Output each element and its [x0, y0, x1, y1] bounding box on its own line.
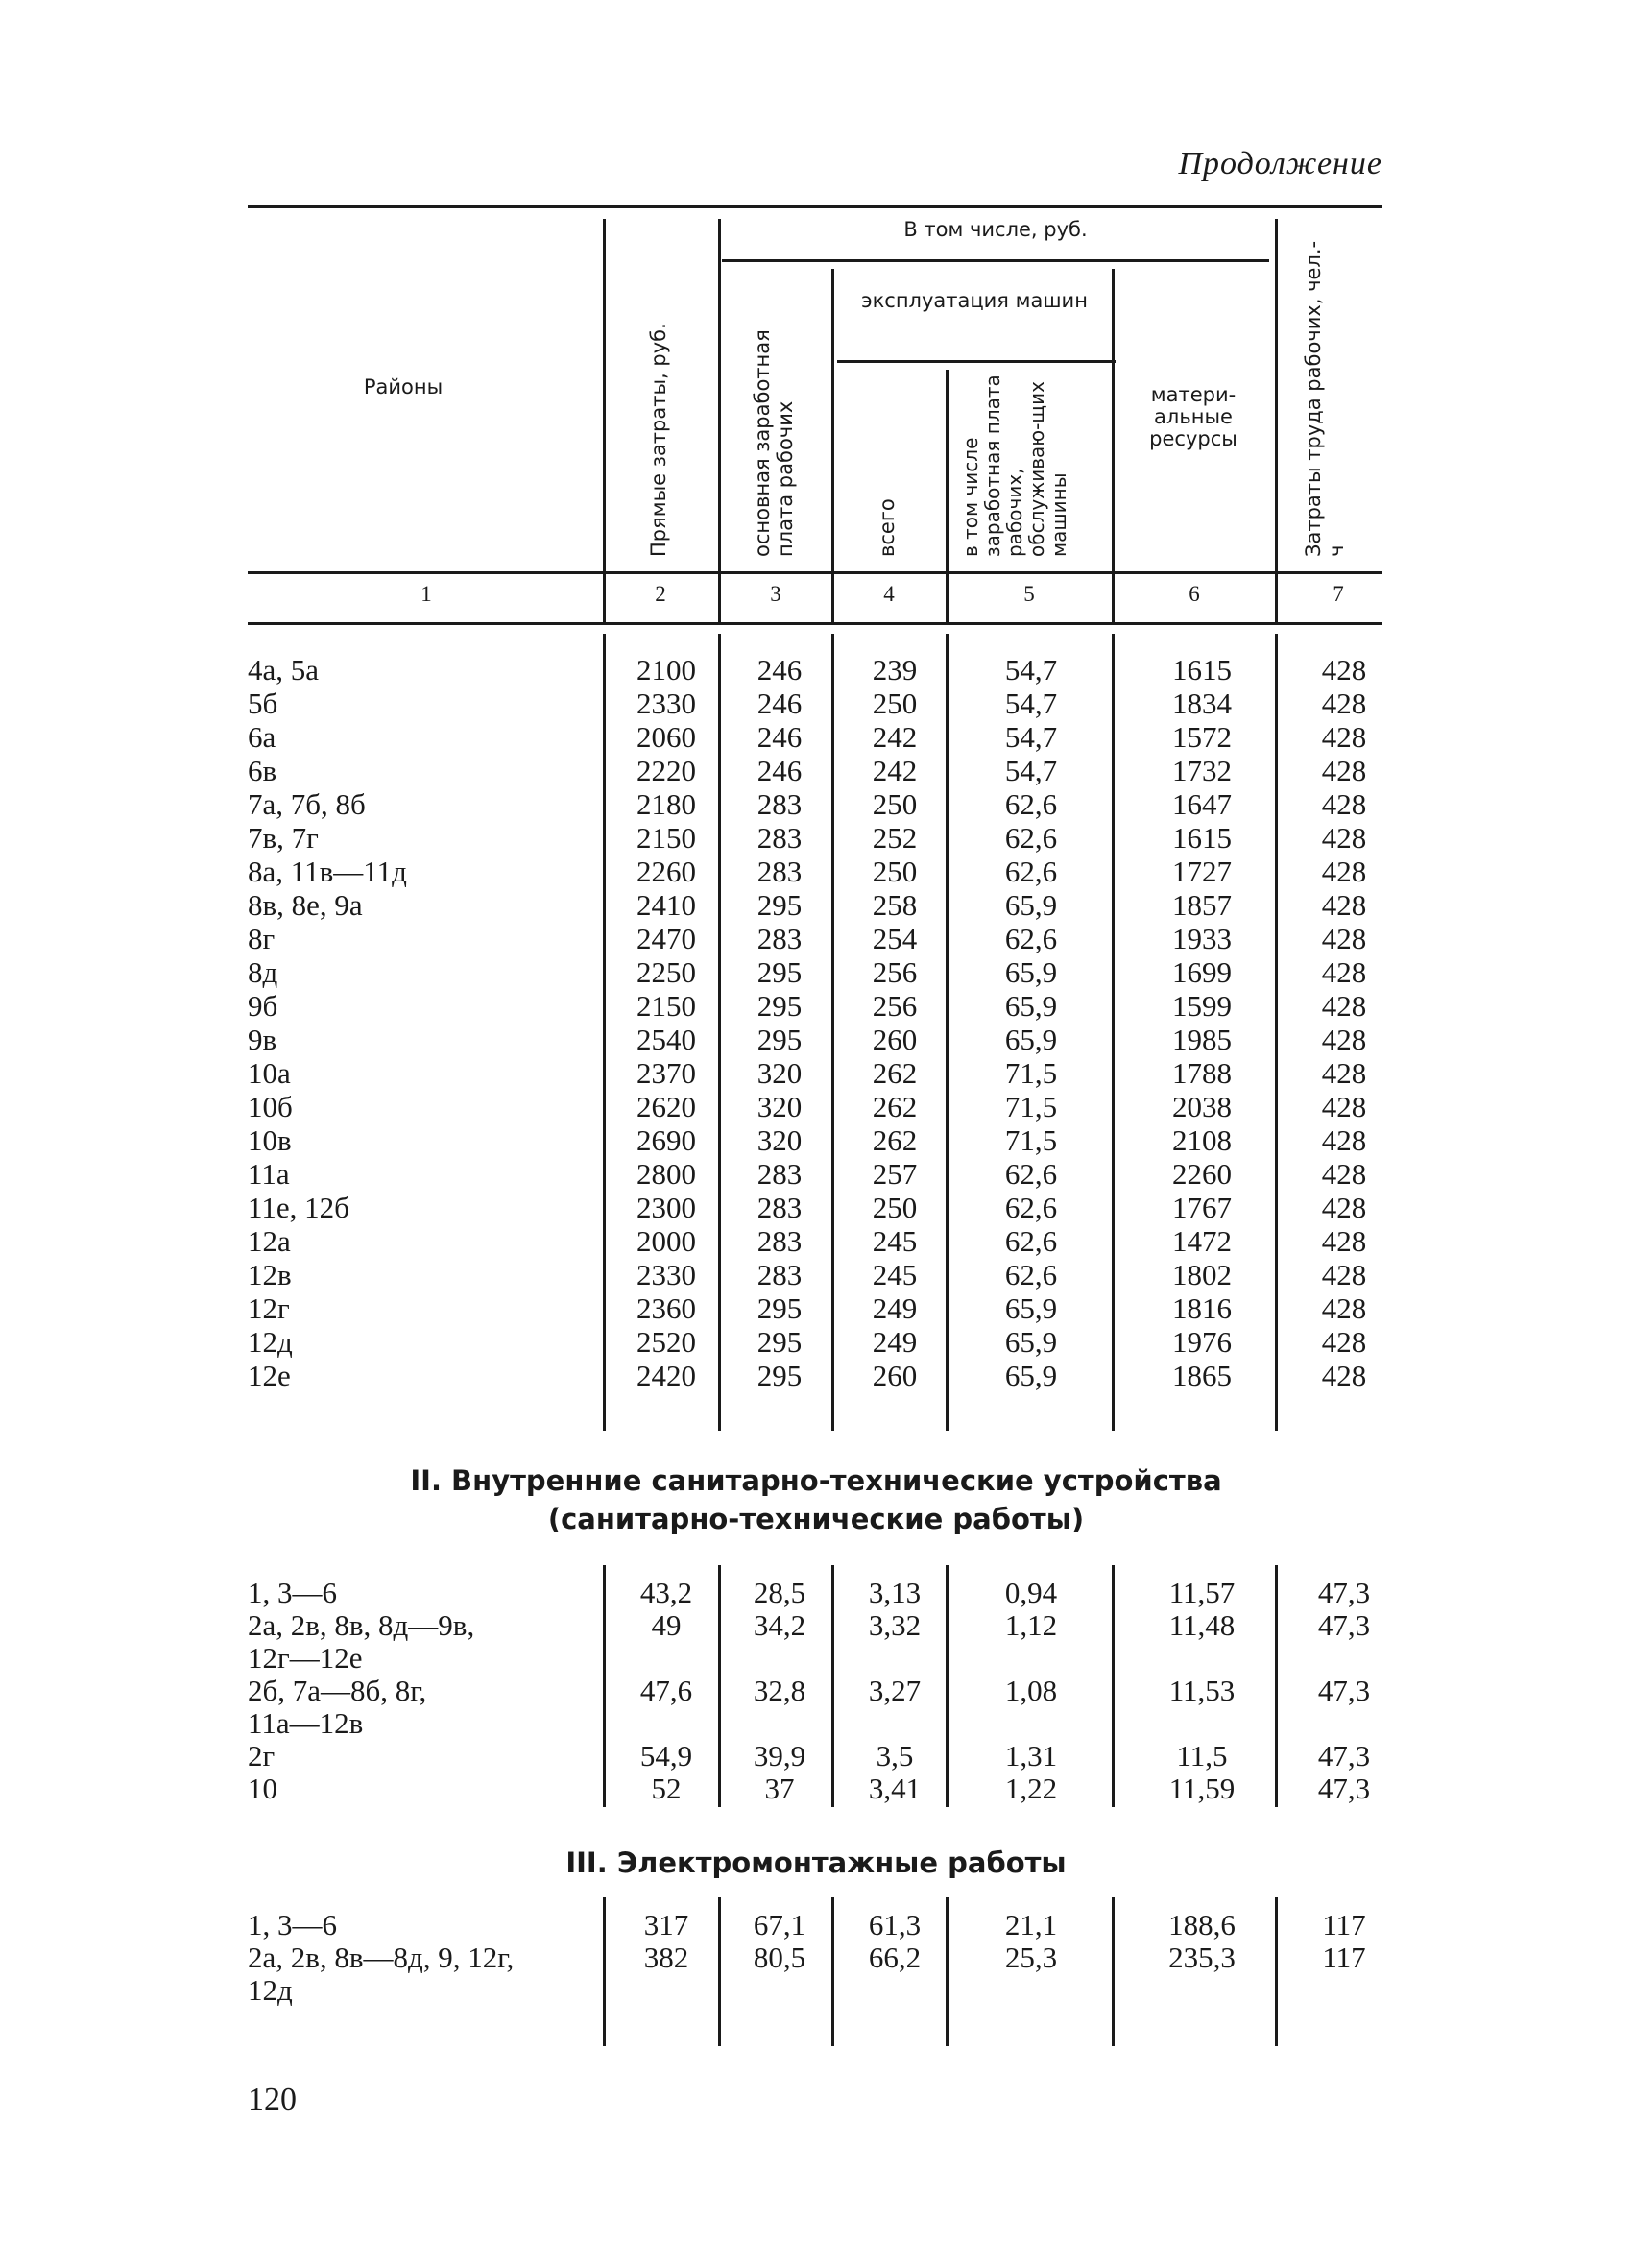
cell-district: 8а, 11в—11д	[248, 855, 407, 888]
cell-labor-hours: 428	[1321, 1325, 1367, 1359]
cell-labor-hours: 428	[1321, 821, 1367, 855]
cell-direct-costs: 382	[643, 1941, 689, 1974]
cell-machines-total: 257	[872, 1157, 918, 1191]
cell-machines-wages: 1,12	[1004, 1608, 1058, 1642]
cell-base-wages: 246	[756, 687, 803, 720]
col-number-5: 5	[1023, 582, 1035, 606]
cell-base-wages: 295	[756, 955, 803, 989]
cell-machines-total: 239	[872, 653, 918, 687]
cell-direct-costs: 317	[643, 1908, 689, 1942]
cell-labor-hours: 428	[1321, 787, 1367, 821]
table-row	[0, 1258, 1633, 1291]
cell-materials: 11,48	[1168, 1608, 1236, 1642]
cell-machines-total: 249	[872, 1291, 918, 1325]
cell-machines-wages: 65,9	[1004, 1023, 1058, 1056]
table-row	[0, 787, 1633, 821]
vrule-4	[946, 370, 949, 622]
cell-labor-hours: 47,3	[1317, 1576, 1371, 1609]
cell-machines-wages: 54,7	[1004, 754, 1058, 787]
cell-district: 8д	[248, 955, 278, 989]
cell-machines-total: 250	[872, 787, 918, 821]
cell-machines-total: 245	[872, 1224, 918, 1258]
cell-machines-total: 260	[872, 1023, 918, 1056]
cell-machines-wages: 65,9	[1004, 1291, 1058, 1325]
cell-machines-wages: 71,5	[1004, 1090, 1058, 1123]
cell-district: 5б	[248, 687, 278, 720]
table-row	[0, 687, 1633, 720]
cell-machines-wages: 65,9	[1004, 888, 1058, 922]
cell-base-wages: 320	[756, 1123, 803, 1157]
cell-machines-total: 250	[872, 1191, 918, 1224]
cell-machines-wages: 65,9	[1004, 1325, 1058, 1359]
cell-base-wages: 246	[756, 754, 803, 787]
cell-labor-hours: 428	[1321, 855, 1367, 888]
cell-machines-wages: 65,9	[1004, 1359, 1058, 1392]
cell-labor-hours: 428	[1321, 1157, 1367, 1191]
header-zatraty-truda: Затраты труда рабочих, чел.-ч	[1302, 240, 1349, 557]
cell-labor-hours: 428	[1321, 720, 1367, 754]
table-row	[0, 1056, 1633, 1090]
cell-direct-costs: 2100	[636, 653, 696, 687]
header-v-tom-chisle-zp: в том числе заработная плата рабочих, обслуживаю-щих машины	[959, 374, 1070, 557]
cell-machines-wages: 65,9	[1004, 989, 1058, 1023]
table-row	[0, 720, 1633, 754]
table-row	[0, 1157, 1633, 1191]
header-v-tom-chisle: В том числе, руб.	[903, 218, 1088, 241]
cell-direct-costs: 2690	[636, 1123, 696, 1157]
cell-district: 10а	[248, 1056, 291, 1090]
cell-machines-total: 242	[872, 720, 918, 754]
cell-materials: 1599	[1172, 989, 1232, 1023]
header-ekspluatatsiya: эксплуатация машин	[861, 289, 1088, 312]
cell-direct-costs: 2330	[636, 687, 696, 720]
cell-base-wages: 295	[756, 1291, 803, 1325]
cell-materials: 1615	[1172, 821, 1232, 855]
cell-labor-hours: 117	[1322, 1941, 1366, 1974]
table-row	[0, 888, 1633, 922]
col-number-6: 6	[1189, 582, 1200, 606]
cell-machines-total: 250	[872, 855, 918, 888]
cell-machines-wages: 54,7	[1004, 720, 1058, 754]
table-row	[0, 1291, 1633, 1325]
cell-labor-hours: 428	[1321, 1224, 1367, 1258]
cell-labor-hours: 117	[1322, 1908, 1366, 1942]
header-osnovnaya: основная заработная плата рабочих	[751, 329, 798, 557]
top-rule	[248, 205, 1382, 208]
cell-district: 12д	[248, 1325, 293, 1359]
cell-district: 1, 3—6	[248, 1908, 337, 1942]
cell-materials: 1985	[1172, 1023, 1232, 1056]
cell-machines-total: 258	[872, 888, 918, 922]
cell-base-wages: 32,8	[753, 1674, 806, 1707]
s3-vrule-6	[1275, 1897, 1278, 2046]
cell-base-wages: 283	[756, 855, 803, 888]
cell-base-wages: 295	[756, 888, 803, 922]
cell-materials: 11,57	[1168, 1576, 1236, 1609]
numbers-rule	[248, 622, 1382, 625]
cell-base-wages: 295	[756, 989, 803, 1023]
cell-labor-hours: 47,3	[1317, 1739, 1371, 1773]
cell-district: 8в, 8е, 9а	[248, 888, 363, 922]
cell-base-wages: 283	[756, 922, 803, 955]
cell-labor-hours: 428	[1321, 989, 1367, 1023]
cell-machines-total: 252	[872, 821, 918, 855]
cell-materials: 2108	[1172, 1123, 1232, 1157]
section2-title-line1: II. Внутренние санитарно-технические устройства	[410, 1464, 1222, 1497]
cell-machines-total: 3,5	[876, 1739, 914, 1773]
cell-materials: 1802	[1172, 1258, 1232, 1291]
table-row	[0, 1359, 1633, 1392]
cell-direct-costs: 43,2	[639, 1576, 693, 1609]
cell-base-wages: 320	[756, 1090, 803, 1123]
cell-materials: 2260	[1172, 1157, 1232, 1191]
cell-machines-total: 256	[872, 955, 918, 989]
cell-labor-hours: 428	[1321, 1191, 1367, 1224]
cell-machines-total: 262	[872, 1123, 918, 1157]
cell-machines-wages: 62,6	[1004, 1224, 1058, 1258]
cell-district: 6в	[248, 754, 277, 787]
header-rayony: Районы	[363, 375, 444, 398]
table-row	[0, 855, 1633, 888]
cell-base-wages: 39,9	[753, 1739, 806, 1773]
cell-machines-total: 3,13	[868, 1576, 922, 1609]
cell-direct-costs: 2620	[636, 1090, 696, 1123]
cell-machines-total: 262	[872, 1090, 918, 1123]
cell-district: 2а, 2в, 8в—8д, 9, 12г, 12д	[248, 1941, 515, 2007]
cell-labor-hours: 47,3	[1317, 1608, 1371, 1642]
cell-base-wages: 295	[756, 1023, 803, 1056]
cell-materials: 1857	[1172, 888, 1232, 922]
cell-labor-hours: 428	[1321, 888, 1367, 922]
cell-machines-total: 254	[872, 922, 918, 955]
cell-materials: 11,5	[1176, 1739, 1228, 1773]
cell-materials: 1816	[1172, 1291, 1232, 1325]
col-number-2: 2	[655, 582, 666, 606]
cell-base-wages: 246	[756, 653, 803, 687]
cell-district: 12е	[248, 1359, 291, 1392]
s3-vrule-5	[1112, 1897, 1115, 2046]
cell-district: 6а	[248, 720, 276, 754]
cell-direct-costs: 2370	[636, 1056, 696, 1090]
cell-district: 10	[248, 1772, 277, 1805]
s2-vrule-5	[1112, 1565, 1115, 1807]
header-pryamye: Прямые затраты, руб.	[647, 323, 670, 557]
cell-labor-hours: 428	[1321, 1056, 1367, 1090]
vrule-2	[718, 219, 721, 622]
cell-materials: 1834	[1172, 687, 1232, 720]
cell-base-wages: 37	[764, 1772, 795, 1805]
cell-machines-wages: 71,5	[1004, 1056, 1058, 1090]
header-rule	[248, 571, 1382, 574]
cell-direct-costs: 2520	[636, 1325, 696, 1359]
cell-machines-wages: 62,6	[1004, 1191, 1058, 1224]
cell-direct-costs: 2060	[636, 720, 696, 754]
cell-machines-total: 242	[872, 754, 918, 787]
cell-base-wages: 295	[756, 1359, 803, 1392]
cell-direct-costs: 2800	[636, 1157, 696, 1191]
cell-machines-total: 256	[872, 989, 918, 1023]
cell-machines-wages: 62,6	[1004, 1258, 1058, 1291]
cell-district: 12г	[248, 1291, 290, 1325]
cell-machines-total: 262	[872, 1056, 918, 1090]
cell-labor-hours: 428	[1321, 1359, 1367, 1392]
cell-materials: 1615	[1172, 653, 1232, 687]
cell-machines-wages: 1,31	[1004, 1739, 1058, 1773]
cell-base-wages: 80,5	[753, 1941, 806, 1974]
cell-labor-hours: 428	[1321, 1090, 1367, 1123]
cell-direct-costs: 2360	[636, 1291, 696, 1325]
vrule-6	[1275, 219, 1278, 622]
sub-rule-1	[722, 259, 1269, 262]
page-number: 120	[248, 2082, 297, 2117]
cell-labor-hours: 47,3	[1317, 1674, 1371, 1707]
cell-district: 1, 3—6	[248, 1576, 337, 1609]
cell-machines-total: 3,27	[868, 1674, 922, 1707]
cell-materials: 11,53	[1168, 1674, 1236, 1707]
cell-machines-wages: 0,94	[1004, 1576, 1058, 1609]
cell-machines-total: 61,3	[868, 1908, 922, 1942]
table-row	[0, 821, 1633, 855]
table-row	[0, 1325, 1633, 1359]
cell-district: 11а	[248, 1157, 290, 1191]
table-row	[0, 1191, 1633, 1224]
cell-base-wages: 320	[756, 1056, 803, 1090]
cell-materials: 11,59	[1168, 1772, 1236, 1805]
table-row	[0, 989, 1633, 1023]
table-row	[0, 1123, 1633, 1157]
cell-base-wages: 283	[756, 821, 803, 855]
cell-base-wages: 295	[756, 1325, 803, 1359]
cell-labor-hours: 428	[1321, 653, 1367, 687]
cell-district: 2б, 7а—8б, 8г, 11а—12в	[248, 1674, 427, 1740]
cell-machines-wages: 25,3	[1004, 1941, 1058, 1974]
cell-materials: 1647	[1172, 787, 1232, 821]
cell-materials: 1865	[1172, 1359, 1232, 1392]
header-materialnye: матери-альные ресурсы	[1149, 383, 1237, 451]
cell-direct-costs: 2470	[636, 922, 696, 955]
cell-materials: 2038	[1172, 1090, 1232, 1123]
table-row	[0, 754, 1633, 787]
cell-machines-total: 245	[872, 1258, 918, 1291]
cell-district: 10в	[248, 1123, 292, 1157]
col-number-4: 4	[883, 582, 895, 606]
cell-materials: 235,3	[1168, 1941, 1236, 1974]
cell-materials: 1933	[1172, 922, 1232, 955]
cell-materials: 1699	[1172, 955, 1232, 989]
table-row	[0, 653, 1633, 687]
cell-direct-costs: 2000	[636, 1224, 696, 1258]
cell-machines-wages: 62,6	[1004, 821, 1058, 855]
cell-district: 2а, 2в, 8в, 8д—9в, 12г—12е	[248, 1608, 475, 1675]
cell-direct-costs: 2260	[636, 855, 696, 888]
cell-base-wages: 283	[756, 1224, 803, 1258]
cell-direct-costs: 54,9	[639, 1739, 693, 1773]
table-row	[0, 922, 1633, 955]
cell-direct-costs: 2410	[636, 888, 696, 922]
cell-direct-costs: 47,6	[639, 1674, 693, 1707]
table-row	[0, 1090, 1633, 1123]
cell-direct-costs: 2150	[636, 989, 696, 1023]
sub-rule-2	[837, 360, 1116, 363]
cell-labor-hours: 428	[1321, 1123, 1367, 1157]
cell-labor-hours: 428	[1321, 687, 1367, 720]
cell-base-wages: 283	[756, 787, 803, 821]
cell-district: 7а, 7б, 8б	[248, 787, 366, 821]
cell-machines-wages: 1,22	[1004, 1772, 1058, 1805]
col-number-3: 3	[770, 582, 781, 606]
cell-base-wages: 283	[756, 1157, 803, 1191]
cell-district: 8г	[248, 922, 276, 955]
s2-vrule-6	[1275, 1565, 1278, 1807]
cell-district: 11е, 12б	[248, 1191, 349, 1224]
cell-materials: 1727	[1172, 855, 1232, 888]
cell-materials: 1572	[1172, 720, 1232, 754]
section2-title-line2: (санитарно-технические работы)	[547, 1503, 1085, 1535]
cell-direct-costs: 2540	[636, 1023, 696, 1056]
cell-direct-costs: 2250	[636, 955, 696, 989]
cell-base-wages: 67,1	[753, 1908, 806, 1942]
cell-district: 2г	[248, 1739, 276, 1773]
cell-district: 4а, 5а	[248, 653, 320, 687]
cell-materials: 1976	[1172, 1325, 1232, 1359]
cell-machines-wages: 62,6	[1004, 787, 1058, 821]
cell-machines-wages: 62,6	[1004, 922, 1058, 955]
cell-materials: 1732	[1172, 754, 1232, 787]
cell-labor-hours: 428	[1321, 1258, 1367, 1291]
vrule-5	[1112, 269, 1115, 622]
continuation-label: Продолжение	[1178, 146, 1382, 181]
cell-labor-hours: 428	[1321, 1291, 1367, 1325]
cell-district: 9б	[248, 989, 278, 1023]
cell-machines-total: 3,41	[868, 1772, 922, 1805]
cell-machines-wages: 71,5	[1004, 1123, 1058, 1157]
col-number-7: 7	[1333, 582, 1344, 606]
cell-direct-costs: 49	[651, 1608, 682, 1642]
header-vsego: всего	[876, 498, 899, 557]
cell-direct-costs: 2420	[636, 1359, 696, 1392]
cell-district: 12в	[248, 1258, 292, 1291]
cell-machines-wages: 54,7	[1004, 687, 1058, 720]
cell-direct-costs: 52	[651, 1772, 682, 1805]
table-row	[0, 955, 1633, 989]
table-row	[0, 1224, 1633, 1258]
cell-base-wages: 283	[756, 1258, 803, 1291]
cell-direct-costs: 2150	[636, 821, 696, 855]
cell-district: 12а	[248, 1224, 291, 1258]
cell-direct-costs: 2220	[636, 754, 696, 787]
cell-materials: 1788	[1172, 1056, 1232, 1090]
cell-base-wages: 283	[756, 1191, 803, 1224]
cell-machines-total: 249	[872, 1325, 918, 1359]
section3-title: III. Электромонтажные работы	[565, 1846, 1067, 1879]
cell-base-wages: 34,2	[753, 1608, 806, 1642]
cell-direct-costs: 2330	[636, 1258, 696, 1291]
cell-district: 7в, 7г	[248, 821, 319, 855]
cell-machines-wages: 62,6	[1004, 1157, 1058, 1191]
cell-base-wages: 28,5	[753, 1576, 806, 1609]
cell-direct-costs: 2300	[636, 1191, 696, 1224]
cell-labor-hours: 428	[1321, 955, 1367, 989]
table-row	[0, 1023, 1633, 1056]
col-number-1: 1	[420, 582, 432, 606]
cell-machines-wages: 1,08	[1004, 1674, 1058, 1707]
cell-base-wages: 246	[756, 720, 803, 754]
cell-materials: 188,6	[1168, 1908, 1236, 1942]
cell-labor-hours: 47,3	[1317, 1772, 1371, 1805]
cell-machines-total: 3,32	[868, 1608, 922, 1642]
cell-machines-wages: 54,7	[1004, 653, 1058, 687]
cell-machines-total: 260	[872, 1359, 918, 1392]
cell-labor-hours: 428	[1321, 754, 1367, 787]
cell-machines-wages: 62,6	[1004, 855, 1058, 888]
cell-machines-wages: 21,1	[1004, 1908, 1058, 1942]
cell-district: 10б	[248, 1090, 293, 1123]
cell-machines-wages: 65,9	[1004, 955, 1058, 989]
vrule-1	[603, 219, 606, 622]
cell-direct-costs: 2180	[636, 787, 696, 821]
cell-labor-hours: 428	[1321, 1023, 1367, 1056]
vrule-3	[831, 269, 834, 622]
cell-machines-total: 250	[872, 687, 918, 720]
cell-district: 9в	[248, 1023, 277, 1056]
cell-machines-total: 66,2	[868, 1941, 922, 1974]
cell-materials: 1767	[1172, 1191, 1232, 1224]
cell-labor-hours: 428	[1321, 922, 1367, 955]
cell-materials: 1472	[1172, 1224, 1232, 1258]
